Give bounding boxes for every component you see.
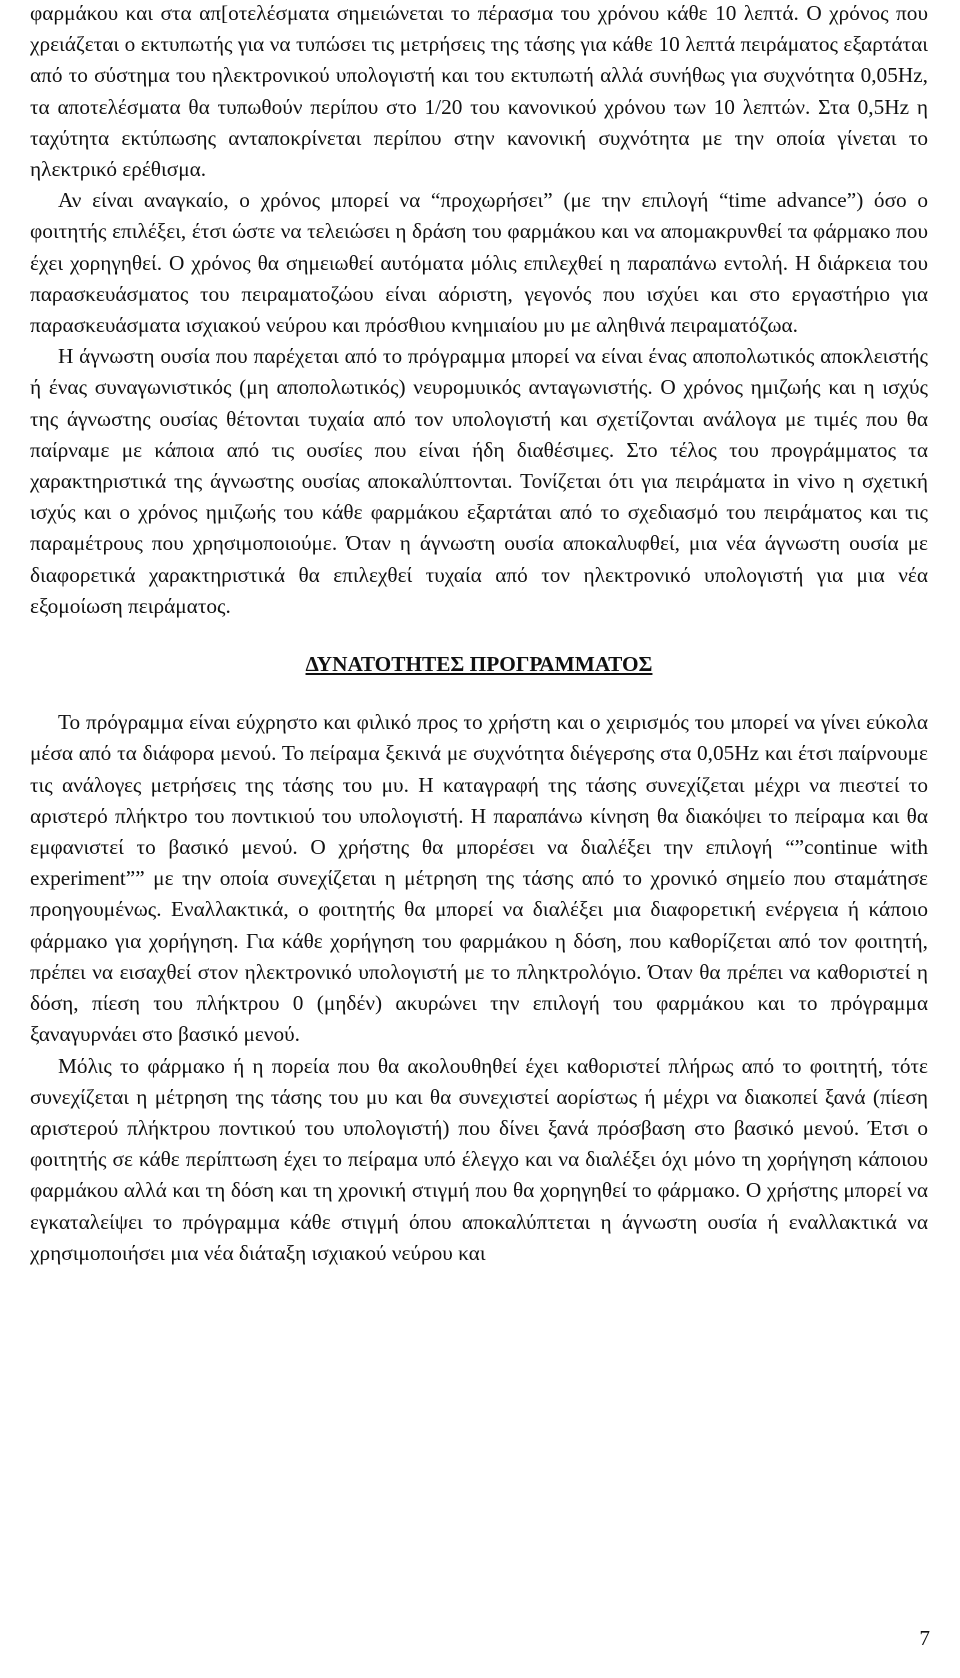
document-page [30,0,928,1269]
paragraph-print-timing: φαρμάκου και στα απ[οτελέσματα σημειώνεται το πέρασμα του χρόνου κάθε 10 λεπτά. Ο χρόνος που χρειάζεται ο εκτυπωτής για να τυπώσει τις μετρήσεις της τάσης για κάθε 10 λεπτά πειράματος εξαρτάται από το σύστημα του ηλεκτρονικού υπολογιστή και του εκτυπωτή αλλά συνήθως για συχνότητα 0,05Hz, τα αποτελέσματα θα τυπωθούν περίπου στο 1/20 του κανονικού χρόνου των 10 λεπτών. Στα 0,5Hz η ταχύτητα εκτύπωσης ανταποκρίνεται περίπου στην κανονική συχνότητα με την οποία γίνεται το ηλεκτρικό ερέθισμα. [30,1,928,182]
section-title: ΔΥΝΑΤΟΤΗΤΕΣ ΠΡΟΓΡΑΜΜΑΤΟΣ [305,652,653,677]
paragraph-unknown-substance: Η άγνωστη ουσία που παρέχεται από το πρόγραμμα μπορεί να είναι ένας αποπολωτικός αποκλειστής ή ένας συναγωνιστικός (μη αποπολωτικός) νευρομυικός ανταγωνιστής. Ο χρόνος ημιζωής και η ισχύς της άγνωστης ουσίας θέτονται τυχαία από τον υπολογιστή και σχετίζονται ανάλογα με τιμές που θα παίρναμε με κάποια από τις ουσίες που είναι ήδη διαθέσιμες. Στο τέλος του προγράμματος τα χαρακτηριστικά της άγνωστης ουσίας αποκαλύπτονται. Τονίζεται ότι για πειράματα in vivo η σχετική ισχύς και ο χρόνος ημιζωής του κάθε φαρμάκου εξαρτάται από το σχεδιασμό του πειράματος και τις παραμέτρους που χρησιμοποιούμε. Όταν η άγνωστη ουσία αποκαλυφθεί, μια νέα άγνωστη ουσία με διαφορετικά χαρακτηριστικά θα επιλεχθεί τυχαία από τον ηλεκτρονικό υπολογιστή για μια νέα εξομοίωση πειράματος. [30,344,928,618]
spacer [30,622,928,649]
paragraph-drug-administration: Μόλις το φάρμακο ή η πορεία που θα ακολουθηθεί έχει καθοριστεί πλήρως από το φοιτητή, τότε συνεχίζεται η μέτρηση της τάσης του μυ και θα συνεχιστεί αορίστως ή μέχρι να διακοπεί ξανά (πίεση αριστερού πλήκτρου ποντικού του υπολογιστή) που δίνει ξανά πρόσβαση στο βασικό μενού. Έτσι ο φοιτητής σε κάθε περίπτωση έχει το πείραμα υπό έλεγχο και να διαλέξει όχι μόνο τη χορήγηση κάποιου φαρμάκου αλλά και τη δόση και τη χρονική στιγμή που θα χορηγηθεί το φάρμακο. Ο χρήστης μπορεί να εγκαταλείψει το πρόγραμμα κάθε στιγμή όπου αποκαλύπτεται η άγνωστη ουσία ή εναλλακτικά να χρησιμοποιήσει μια νέα διάταξη ισχιακού νεύρου και [30,1053,928,1265]
page-number: 7 [919,1626,930,1650]
paragraph-time-advance: Αν είναι αναγκαίο, ο χρόνος μπορεί να “προχωρήσει” (με την επιλογή “time advance”) όσο ο φοιτητής επιλέξει, έτσι ώστε να τελειώσει η δράση του φαρμάκου και να απομακρυνθεί τα φάρμακο που έχει χορηγηθεί. Ο χρόνος θα σημειωθεί αυτόματα μόλις επιλεχθεί η παραπάνω εντολή. Η διάρκεια του παρασκευάσματος του πειραματοζώου είναι αόριστη, γεγονός που ισχύει και στο εργαστήριο για παρασκευάσματα ισχιακού νεύρου και πρόσθιου κνημιαίου μυ με αληθινά πειραματόζωα. [30,188,928,338]
paragraph-program-usage: Το πρόγραμμα είναι εύχρηστο και φιλικό προς το χρήστη και ο χειρισμός του μπορεί να γίνει εύκολα μέσα από τα διάφορα μενού. Το πείραμα ξεκινά με συχνότητα διέγερσης στα 0,05Hz και έτσι παίρνουμε τις ανάλογες μετρήσεις της τάσης του μυ. Η καταγραφή της τάσης συνεχίζεται μέχρι να πιεστεί το αριστερό πλήκτρο του ποντικιού του υπολογιστή. Η παραπάνω κίνηση θα διακόψει το πείραμα και θα εμφανιστεί το βασικό μενού. Ο χρήστης θα μπορέσει να διαλέξει την επιλογή “”continue with experiment”” με την οποία συνεχίζεται η μέτρηση της τάσης από το χρονικό σημείο που σταμάτησε προηγουμένως. Εναλλακτικά, ο φοιτητής θα μπορεί να διαλέξει μια διαφορετική ενέργεια ή κάποιο φάρμακο για χορήγηση. Για κάθε χορήγηση του φαρμάκου η δόση, που καθορίζεται από τον φοιτητή, πρέπει να εισαχθεί στον ηλεκτρονικό υπολογιστή με το πληκτρολόγιο. Όταν θα πρέπει να καθοριστεί η δόση, πίεση του πλήκτρου 0 (μηδέν) ακυρώνει την επιλογή του φαρμάκου και το πρόγραμμα ξαναγυρνάει στο βασικό μενού. [30,710,928,1047]
spacer [30,680,928,707]
